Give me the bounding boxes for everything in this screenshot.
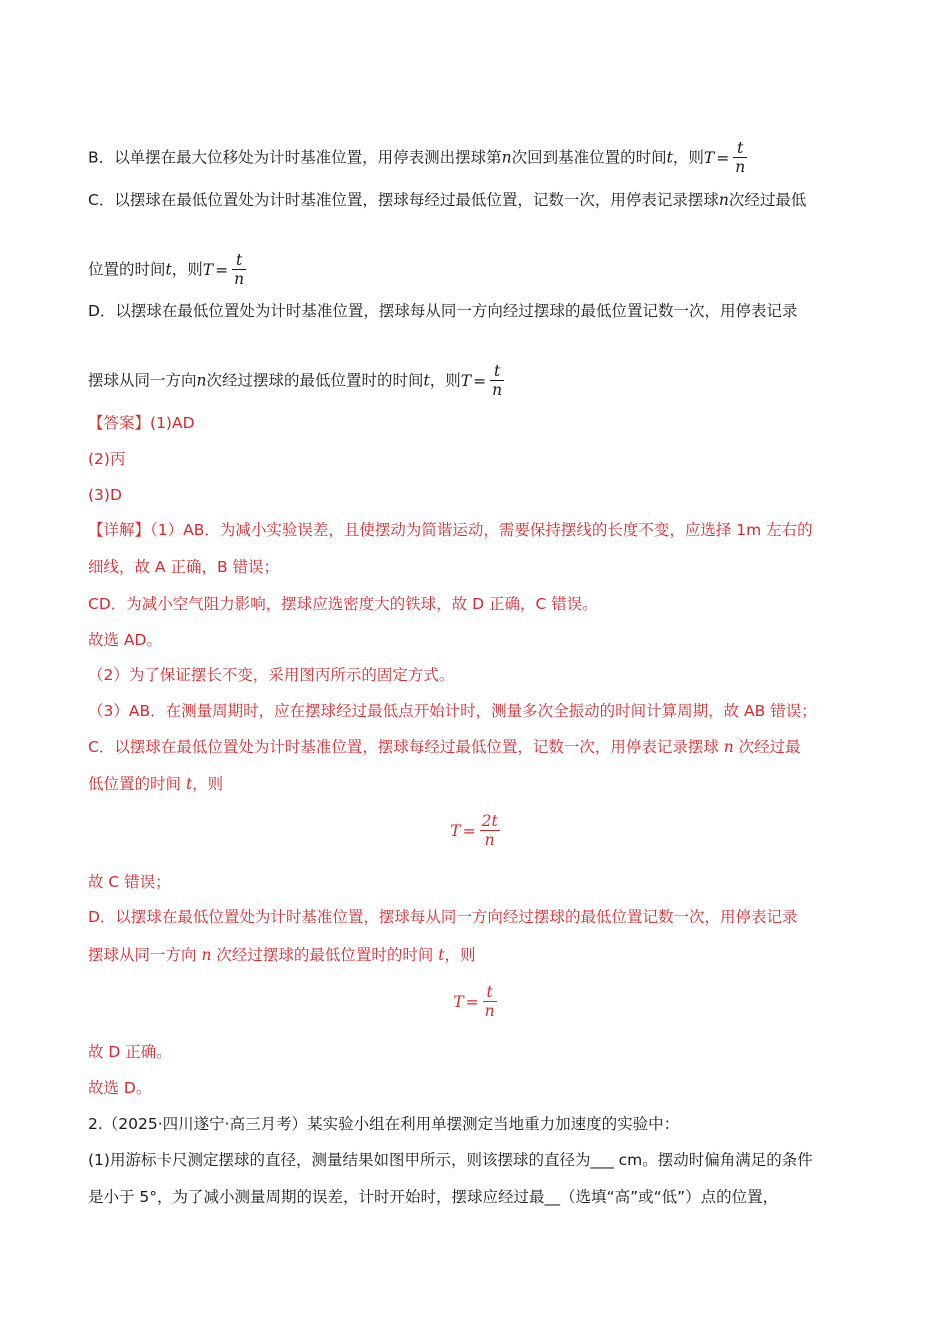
option-b-text: B．以单摆在最大位移处为计时基准位置，用停表测出摆球第 — [88, 148, 502, 167]
answer-line-2: (2)丙 — [88, 450, 126, 468]
fraction: $\frac{t}{n}$ — [484, 983, 495, 1020]
var-n: n — [723, 738, 734, 756]
detail-p10: 摆球从同一方向 n 次经过摆球的最低位置时的时间 t，则 — [88, 946, 476, 964]
detail-p6: C．以摆球在最低位置处为计时基准位置，摆球每经过最低位置，记数一次，用停表记录摆球 n 次经过最 — [88, 738, 801, 756]
detail-p5: （3）AB．在测量周期时，应在摆球经过最低点开始计时，测量多次全振动的时间计算周期，故 AB 错误； — [88, 702, 817, 720]
option-b-text-2: 次回到基准位置的时间 — [511, 148, 667, 167]
var-n: n — [501, 148, 512, 167]
var-n: n — [718, 191, 729, 209]
question-2-line-2: 是小于 5°，为了减小测量周期的误差，计时开始时，摆球应经过最__（选填“高”或“低”）点的位置， — [88, 1188, 779, 1206]
detail-p1a: 【详解】（1）AB．为减小实验误差，且使摆动为简谐运动，需要保持摆线的长度不变，应选择 1m 左右的 — [88, 521, 813, 539]
detail-p12: 故选 D。 — [88, 1079, 152, 1097]
option-c-line-2: 位置的时间t，则 T = $\frac{t}{n}$ — [88, 251, 245, 288]
var-t: t — [666, 148, 673, 167]
fraction: $\frac{t}{n}$ — [492, 362, 503, 399]
detail-p2: CD．为减小空气阻力影响，摆球应选密度大的铁球，故 D 正确，C 错误。 — [88, 595, 598, 613]
answer-line-1: 【答案】(1)AD — [88, 414, 195, 432]
option-b-formula: T = $\frac{t}{n}$ — [703, 139, 746, 176]
detail-p7: 低位置的时间 t，则 — [88, 775, 224, 793]
fraction: $\frac{2t}{n}$ — [481, 812, 498, 849]
var-t: t — [165, 260, 172, 279]
option-d-line-1: D．以摆球在最低位置处为计时基准位置，摆球每从同一方向经过摆球的最低位置记数一次，用停表记录 — [88, 302, 798, 320]
fraction: $\frac{t}{n}$ — [234, 251, 245, 288]
option-b — [88, 139, 747, 176]
detail-p11: 故 D 正确。 — [88, 1043, 172, 1061]
fraction: $\frac{t}{n}$ — [735, 139, 746, 176]
var-t: t — [185, 775, 193, 793]
detail-label: 【详解】 — [88, 521, 151, 539]
option-d-formula: T = $\frac{t}{n}$ — [460, 362, 503, 399]
detail-p9: D．以摆球在最低位置处为计时基准位置，摆球每从同一方向经过摆球的最低位置记数一次，用停表记录 — [88, 908, 798, 926]
var-t: t — [423, 371, 430, 390]
formula-1: T = $\frac{2t}{n}$ — [450, 812, 498, 849]
option-d-line-2: 摆球从同一方向n次经过摆球的最低位置时的时间t，则 T = $\frac{t}{n}$ — [88, 362, 503, 399]
detail-p1b: 细线，故 A 正确，B 错误； — [88, 558, 280, 576]
option-b-then: ，则 — [672, 148, 704, 167]
detail-p4: （2）为了保证摆长不变，采用图丙所示的固定方式。 — [88, 666, 455, 684]
question-2-line-1: (1)用游标卡尺测定摆球的直径，测量结果如图甲所示，则该摆球的直径为___ cm。摆动时偏角满足的条件 — [88, 1151, 813, 1169]
answer-line-3: (3)D — [88, 486, 122, 504]
formula-2: T = $\frac{t}{n}$ — [453, 983, 495, 1020]
detail-p3: 故选 AD。 — [88, 631, 162, 649]
option-c-line-1: C．以摆球在最低位置处为计时基准位置，摆球每经过最低位置，记数一次，用停表记录摆球n次经过最低 — [88, 191, 807, 209]
question-2-title: 2.（2025·四川遂宁·高三月考）某实验小组在利用单摆测定当地重力加速度的实验中： — [88, 1115, 680, 1133]
option-c-formula: T = $\frac{t}{n}$ — [202, 251, 245, 288]
answer-label: 【答案】 — [88, 414, 151, 432]
var-n: n — [201, 946, 212, 964]
var-n: n — [196, 371, 207, 390]
var-t: t — [438, 946, 445, 964]
detail-p8: 故 C 错误； — [88, 873, 171, 891]
